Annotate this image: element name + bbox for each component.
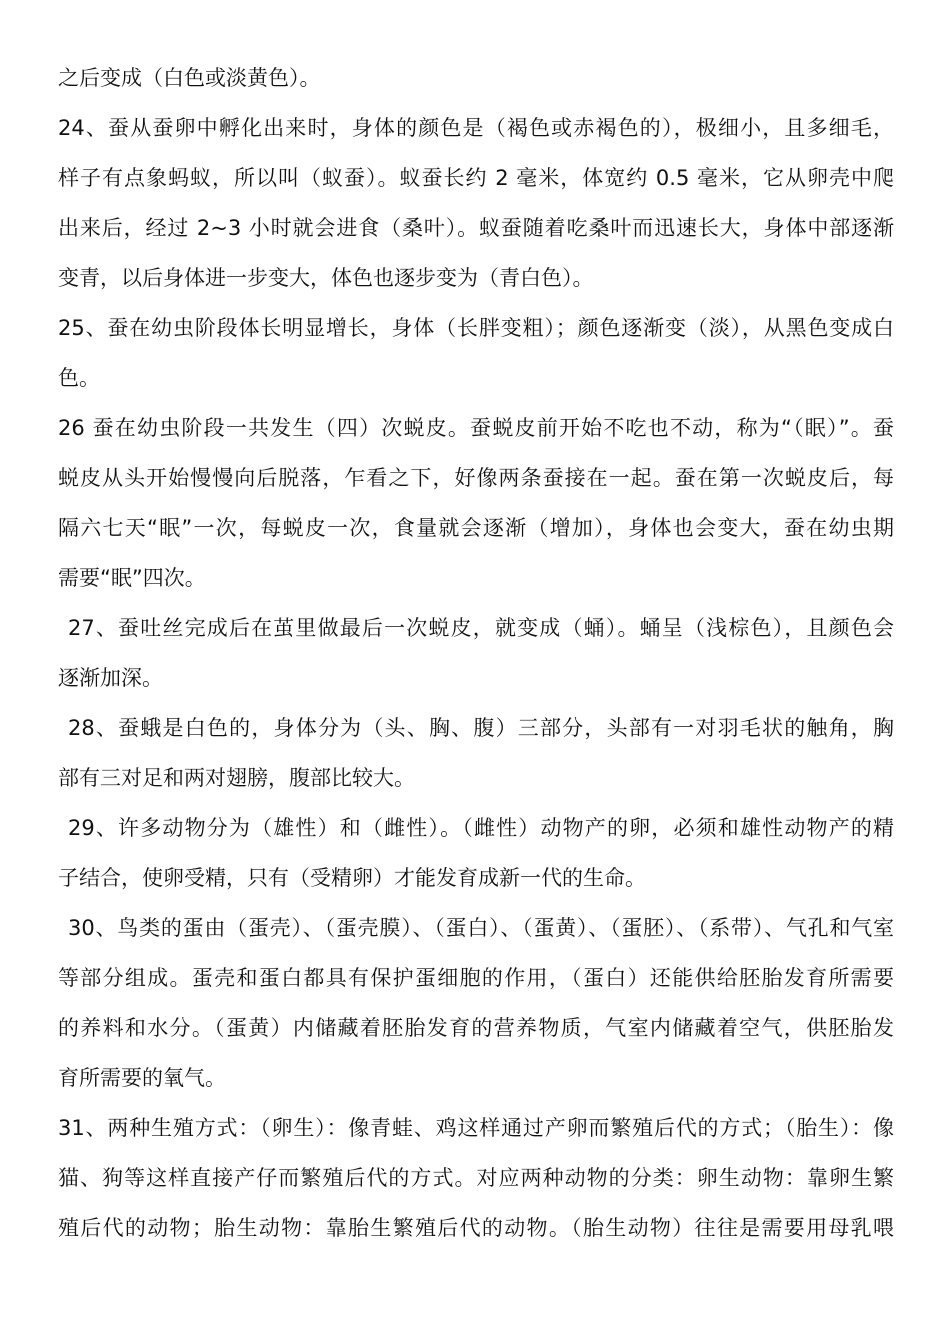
text-line: 30、鸟类的蛋由（蛋壳）、（蛋壳膜）、（蛋白）、（蛋黄）、（蛋胚）、（系带）、气孔和气室 [68, 916, 894, 940]
text-line: 隔六七天“眠”一次，每蜕皮一次，食量就会逐渐（增加），身体也会变大，蚕在幼虫期 [58, 516, 894, 540]
text-line: 蜕皮从头开始慢慢向后脱落，乍看之下，好像两条蚕接在一起。蚕在第一次蜕皮后，每 [58, 466, 894, 490]
text-line: 部有三对足和两对翅膀，腹部比较大。 [58, 766, 415, 790]
text-line: 24、蚕从蚕卵中孵化出来时，身体的颜色是（褐色或赤褐色的），极细小，且多细毛， [58, 116, 894, 140]
text-line: 样子有点象蚂蚁，所以叫（蚁蚕）。蚁蚕长约 2 毫米，体宽约 0.5 毫米，它从卵壳中爬 [58, 166, 894, 190]
text-line: 育所需要的氧气。 [58, 1066, 226, 1090]
text-line: 需要“眠”四次。 [58, 566, 206, 590]
document-page [58, 53, 894, 1253]
text-line: 等部分组成。蛋壳和蛋白都具有保护蛋细胞的作用，（蛋白）还能供给胚胎发育所需要 [58, 966, 894, 990]
text-line: 27、蚕吐丝完成后在茧里做最后一次蜕皮，就变成（蛹）。蛹呈（浅棕色），且颜色会 [68, 616, 894, 640]
text-line: 色。 [58, 366, 100, 390]
text-line: 猫、狗等这样直接产仔而繁殖后代的方式。对应两种动物的分类：卵生动物：靠卵生繁 [58, 1166, 894, 1190]
text-line: 变青，以后身体进一步变大，体色也逐步变为（青白色）。 [58, 266, 594, 290]
text-line: 之后变成（白色或淡黄色）。 [58, 66, 321, 90]
text-line: 29、许多动物分为（雄性）和（雌性）。（雌性）动物产的卵，必须和雄性动物产的精 [68, 816, 894, 840]
text-line: 25、蚕在幼虫阶段体长明显增长，身体（长胖变粗）；颜色逐渐变（淡），从黑色变成白 [58, 316, 894, 340]
text-line: 子结合，使卵受精，只有（受精卵）才能发育成新一代的生命。 [58, 866, 646, 890]
text-line: 31、两种生殖方式：（卵生）：像青蛙、鸡这样通过产卵而繁殖后代的方式；（胎生）：像 [58, 1116, 894, 1140]
text-line: 出来后，经过 2~3 小时就会进食（桑叶）。蚁蚕随着吃桑叶而迅速长大，身体中部逐渐 [58, 216, 894, 240]
text-line: 26 蚕在幼虫阶段一共发生（四）次蜕皮。蚕蜕皮前开始不吃也不动，称为“（眠）”。蚕 [58, 416, 894, 440]
text-line: 的养料和水分。（蛋黄）内储藏着胚胎发育的营养物质，气室内储藏着空气，供胚胎发 [58, 1016, 894, 1040]
text-line: 逐渐加深。 [58, 666, 163, 690]
text-line: 殖后代的动物；胎生动物：靠胎生繁殖后代的动物。（胎生动物）往往是需要用母乳喂 [58, 1216, 894, 1240]
text-line: 28、蚕蛾是白色的，身体分为（头、胸、腹）三部分，头部有一对羽毛状的触角，胸 [68, 716, 894, 740]
